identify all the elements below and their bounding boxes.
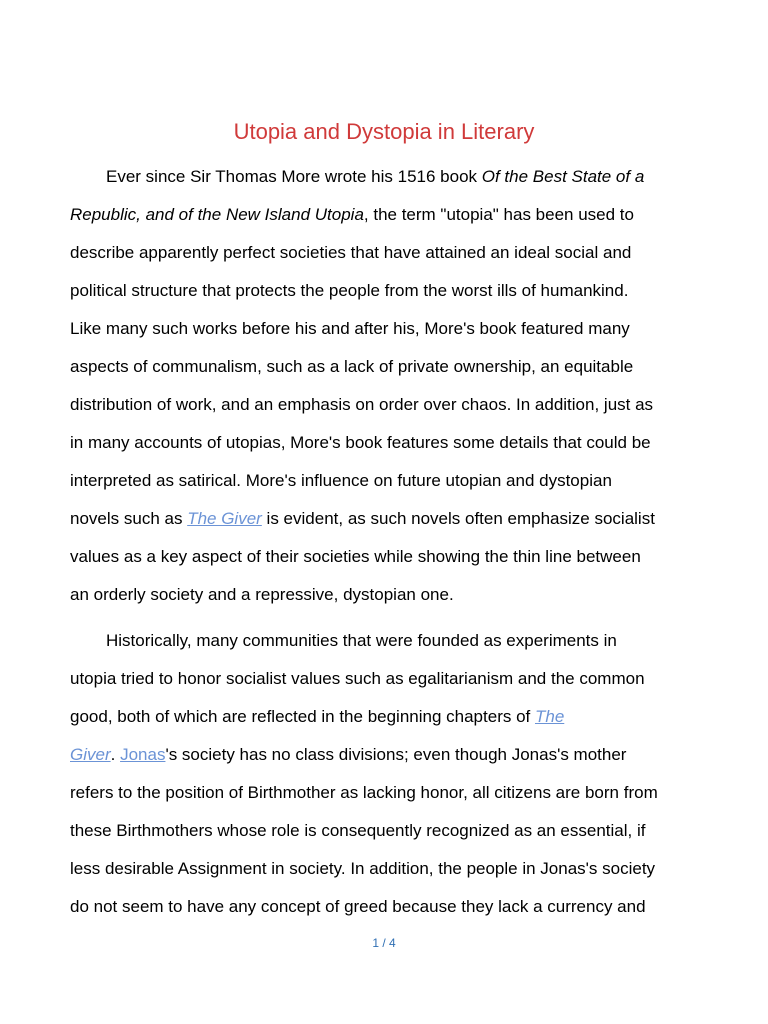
page-indicator: 1 / 4	[372, 936, 396, 950]
paragraph-1-line-12: an orderly society and a repressive, dystopian one.	[70, 585, 454, 604]
paragraph-2-line-1: Historically, many communities that were founded as experiments in	[106, 631, 617, 650]
text-span: is evident, as such novels often emphasize socialist	[261, 509, 655, 528]
paragraph-2-line-8: do not seem to have any concept of greed because they lack a currency and	[70, 897, 646, 916]
book-title-italic: Republic, and of the New Island Utopia	[70, 205, 364, 224]
paragraph-1-line-6: aspects of communalism, such as a lack of private ownership, an equitable	[70, 357, 634, 376]
book-title-italic: Of the Best State of a	[481, 167, 645, 186]
paragraph-2-line-2: utopia tried to honor socialist values such as egalitarianism and the common	[70, 669, 645, 688]
document-title: Utopia and Dystopia in Literary	[233, 119, 535, 144]
paragraph-2-line-7: less desirable Assignment in society. In addition, the people in Jonas's society	[70, 859, 656, 878]
paragraph-1-line-10	[70, 507, 655, 531]
paragraph-1-line-5: Like many such works before his and after his, More's book featured many	[70, 319, 630, 338]
paragraph-2-line-4	[70, 743, 626, 767]
paragraph-1-line-4: political structure that protects the people from the worst ills of humankind.	[70, 281, 629, 300]
paragraph-1-line-11: values as a key aspect of their societies while showing the thin line between	[70, 547, 641, 566]
paragraph-1-line-1	[106, 165, 644, 189]
text-span: .	[110, 745, 121, 764]
the-giver-link[interactable]: The	[534, 707, 565, 726]
paragraph-1-line-9: interpreted as satirical. More's influence on future utopian and dystopian	[70, 471, 612, 490]
paragraph-2-line-5: refers to the position of Birthmother as lacking honor, all citizens are born from	[70, 783, 658, 802]
text-span: , the term "utopia" has been used to	[363, 205, 634, 224]
paragraph-1-line-8: in many accounts of utopias, More's book features some details that could be	[70, 433, 651, 452]
text-span: 's society has no class divisions; even though Jonas's mother	[165, 745, 627, 764]
paragraph-1-line-2	[70, 203, 634, 227]
paragraph-1-line-7: distribution of work, and an emphasis on order over chaos. In addition, just as	[70, 395, 654, 414]
text-span: Ever since Sir Thomas More wrote his 1516 book	[106, 167, 482, 186]
paragraph-2-line-6: these Birthmothers whose role is consequently recognized as an essential, if	[70, 821, 646, 840]
paragraph-2-line-3	[70, 705, 564, 729]
text-span: novels such as	[70, 509, 188, 528]
text-span: good, both of which are reflected in the beginning chapters of	[70, 707, 535, 726]
paragraph-1-line-3: describe apparently perfect societies that have attained an ideal social and	[70, 243, 632, 262]
the-giver-link[interactable]: Giver	[70, 745, 111, 764]
jonas-link[interactable]: Jonas	[120, 745, 166, 764]
the-giver-link[interactable]: The Giver	[187, 509, 262, 528]
